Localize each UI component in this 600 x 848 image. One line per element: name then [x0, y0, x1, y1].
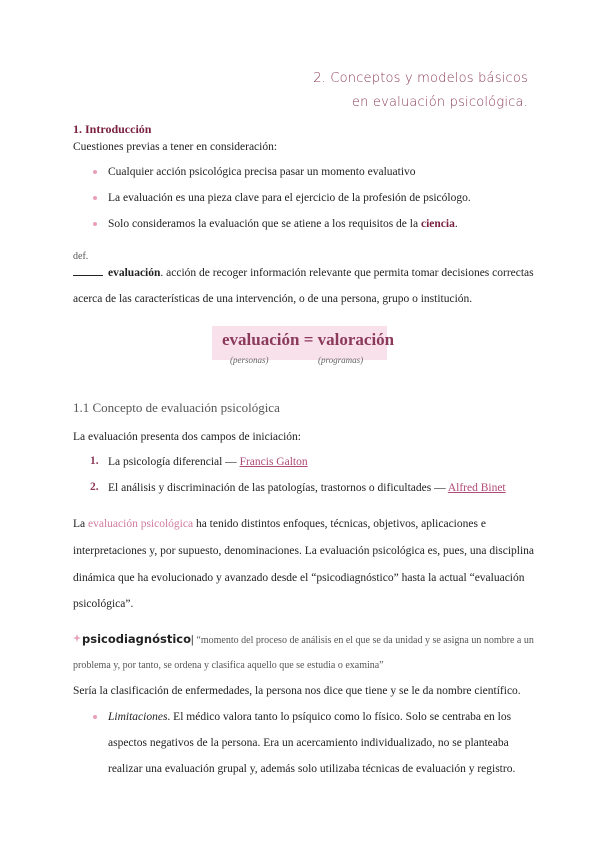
- section-heading-concept: 1.1 Concepto de evaluación psicológica: [73, 400, 280, 415]
- page-title-line1: 2. Conceptos y modelos básicos: [313, 71, 528, 86]
- psicodiagnostico-line1: [82, 632, 534, 648]
- sparkle-icon: [73, 634, 81, 642]
- list-item-text: Solo consideramos la evaluación que se atiene a los requisitos de la: [108, 218, 419, 230]
- psicodiagnostico-summary: Sería la clasificación de enfermedades, la persona nos dice que tiene y se le da nombre científico.: [73, 685, 521, 697]
- bullet-dot-icon: [93, 715, 97, 719]
- paragraph-lead: La: [73, 518, 89, 530]
- paragraph-line2: interpretaciones y, por supuesto, denominaciones. La evaluación psicológica es, pues, una disciplina: [73, 545, 535, 557]
- definition-label: def.: [73, 251, 89, 262]
- definition-line2: acerca de las características de una intervención, o de una persona, grupo o institución.: [73, 293, 473, 305]
- list-item-text: El análisis y discriminación de las patologías, trastornos o dificultades —: [108, 482, 448, 494]
- psicodiagnostico-quote2: problema y, por tanto, se ordena y clasifica aquello que se estudia o examina”: [73, 660, 384, 671]
- psicodiagnostico-quote1: “momento del proceso de análisis en el que se da unidad y se asigna un nombre a un: [196, 635, 534, 646]
- paragraph-line1: [73, 517, 486, 531]
- list-item: [108, 217, 458, 231]
- limitations-line3: realizar una evaluación grupal y, además solo utilizaba técnicas de evaluación y registro.: [108, 763, 516, 775]
- list-item: Cualquier acción psicológica precisa pasar un momento evaluativo: [108, 166, 416, 178]
- equation-text: evaluación = valoración: [222, 330, 395, 349]
- paragraph-line4: psicológica”.: [73, 598, 134, 610]
- link-alfred-binet[interactable]: Alfred Binet: [447, 482, 506, 494]
- list-number: 2.: [90, 481, 99, 493]
- limitations-line2: aspectos negativos de la persona. Era un acercamiento individualizado, no se planteaba: [108, 737, 509, 749]
- list-item-text: La psicología diferencial —: [108, 456, 240, 468]
- paragraph-text: ha tenido distintos enfoques, técnicas, objetivos, aplicaciones e: [193, 518, 486, 530]
- equation-left-sub: (personas): [230, 355, 269, 365]
- bullet-dot-icon: [93, 170, 97, 174]
- intro-text: Cuestiones previas a tener en consideración:: [73, 141, 278, 153]
- list-item: La evaluación es una pieza clave para el ejercicio de la profesión de psicólogo.: [108, 192, 471, 204]
- limitations-label: Limitaciones: [108, 711, 168, 723]
- bullet-dot-icon: [93, 196, 97, 200]
- emphasis-ciencia: ciencia: [420, 218, 455, 230]
- limitations-text: . El médico valora tanto lo psíquico como lo físico. Solo se centraba en los: [167, 711, 512, 723]
- paragraph-line3: dinámica que ha evolucionado y avanzado desde el “psicodiagnóstico” hasta la actual “evaluación: [73, 572, 525, 584]
- list-item: [108, 455, 308, 469]
- list-item-end: .: [454, 218, 458, 230]
- limitations-line1: [108, 710, 511, 724]
- emphasis-evaluacion-psicologica: evaluación psicológica: [88, 518, 194, 530]
- page-title-line2: en evaluación psicológica.: [351, 95, 528, 110]
- section-intro: La evaluación presenta dos campos de iniciación:: [73, 431, 301, 443]
- equation-right-sub: (programas): [318, 355, 364, 365]
- term-separator: |: [191, 634, 194, 646]
- definition-line1: [108, 266, 534, 280]
- list-number: 1.: [90, 455, 99, 467]
- list-item: [108, 481, 506, 495]
- section-heading-introduction: 1. Introducción: [73, 122, 152, 136]
- bullet-dot-icon: [93, 222, 97, 226]
- psicodiagnostico-term: psicodiagnóstico: [82, 632, 191, 646]
- link-francis-galton[interactable]: Francis Galton: [239, 456, 308, 468]
- definition-term: evaluación: [108, 267, 161, 279]
- definition-text: . acción de recoger información relevante que permita tomar decisiones correctas: [160, 267, 534, 279]
- definition-rule: [73, 275, 103, 276]
